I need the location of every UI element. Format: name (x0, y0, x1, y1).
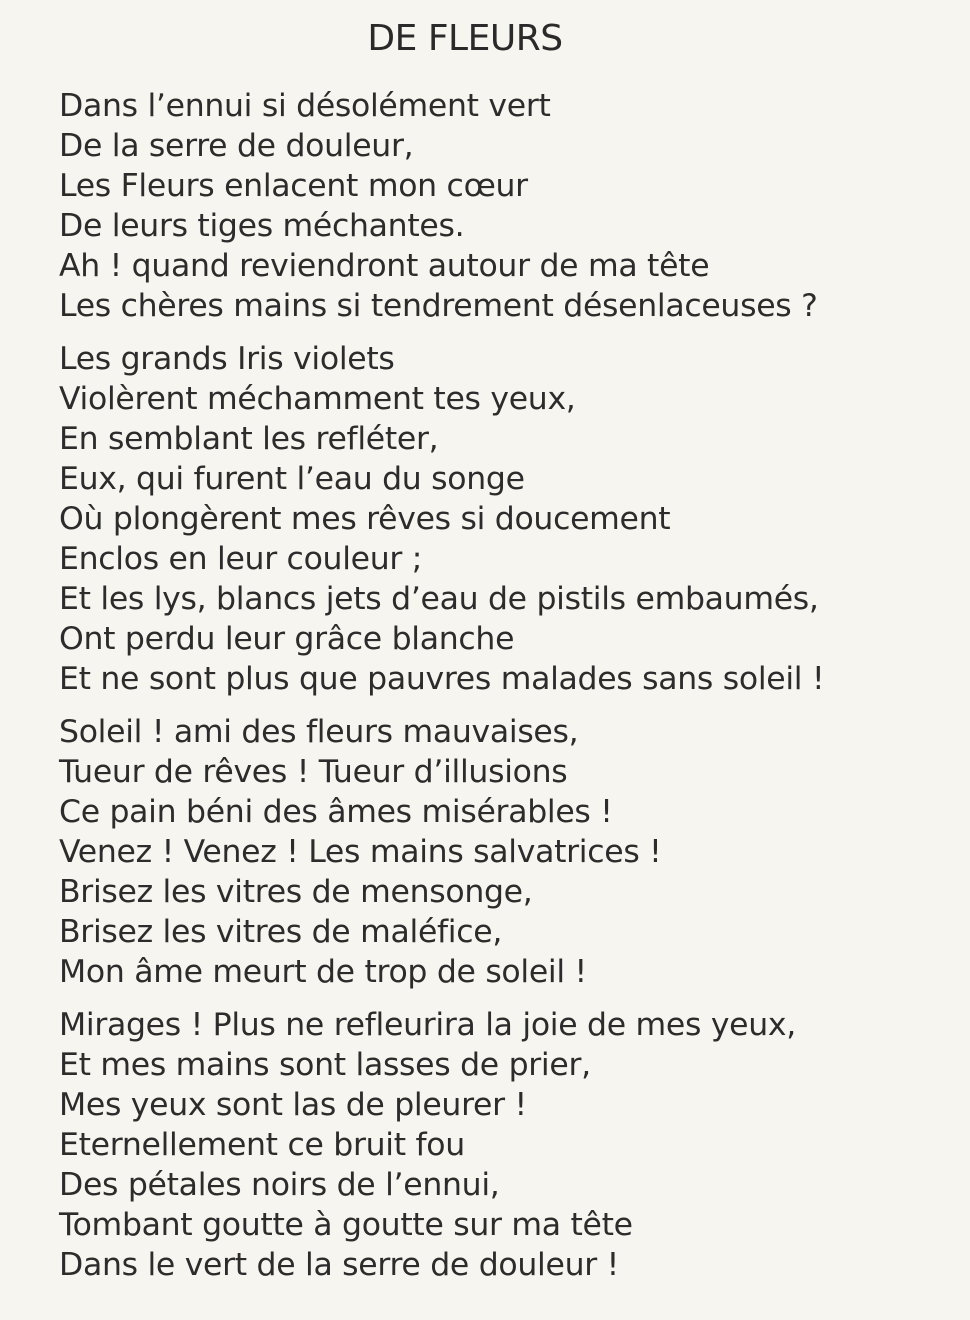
poem-line: Ce pain béni des âmes misérables ! (59, 794, 613, 830)
poem-title: DE FLEURS (367, 18, 563, 59)
poem-line: Venez ! Venez ! Les mains salvatrices ! (59, 834, 662, 870)
poem-line: Ah ! quand reviendront autour de ma tête (59, 248, 710, 284)
poem-line: Enclos en leur couleur ; (59, 541, 423, 577)
poem-line: Eternellement ce bruit fou (59, 1127, 465, 1163)
poem-line: Mirages ! Plus ne refleurira la joie de mes yeux, (59, 1007, 796, 1043)
poem-line: Et les lys, blancs jets d’eau de pistils embaumés, (59, 581, 819, 617)
stanza-1 (59, 86, 939, 326)
poem-line: Brisez les vitres de maléfice, (59, 914, 503, 950)
poem-line: Brisez les vitres de mensonge, (59, 874, 533, 910)
poem-line: Tueur de rêves ! Tueur d’illusions (59, 754, 568, 790)
stanza-4 (59, 1005, 939, 1285)
poem-body (59, 86, 939, 1298)
poem-line: Soleil ! ami des fleurs mauvaises, (59, 714, 579, 750)
poem-line: Et mes mains sont lasses de prier, (59, 1047, 591, 1083)
poem-line: Les grands Iris violets (59, 341, 395, 377)
stanza-2 (59, 339, 939, 699)
poem-line: De la serre de douleur, (59, 128, 414, 164)
poem-line: Dans l’ennui si désolément vert (59, 88, 551, 124)
poem-line: Les chères mains si tendrement désenlaceuses ? (59, 288, 818, 324)
poem-line: Ont perdu leur grâce blanche (59, 621, 515, 657)
poem-line: Mes yeux sont las de pleurer ! (59, 1087, 527, 1123)
poem-line: Eux, qui furent l’eau du songe (59, 461, 525, 497)
poem-line: Mon âme meurt de trop de soleil ! (59, 954, 587, 990)
poem-line: Où plongèrent mes rêves si doucement (59, 501, 671, 537)
poem-line: Et ne sont plus que pauvres malades sans soleil ! (59, 661, 825, 697)
poem-line: Des pétales noirs de l’ennui, (59, 1167, 500, 1203)
poem-line: Violèrent méchamment tes yeux, (59, 381, 576, 417)
poem-line: Tombant goutte à goutte sur ma tête (59, 1207, 633, 1243)
poem-line: Dans le vert de la serre de douleur ! (59, 1247, 619, 1283)
poem-line: De leurs tiges méchantes. (59, 208, 465, 244)
poem-line: En semblant les refléter, (59, 421, 439, 457)
stanza-3 (59, 712, 939, 992)
poem-line: Les Fleurs enlacent mon cœur (59, 168, 528, 204)
